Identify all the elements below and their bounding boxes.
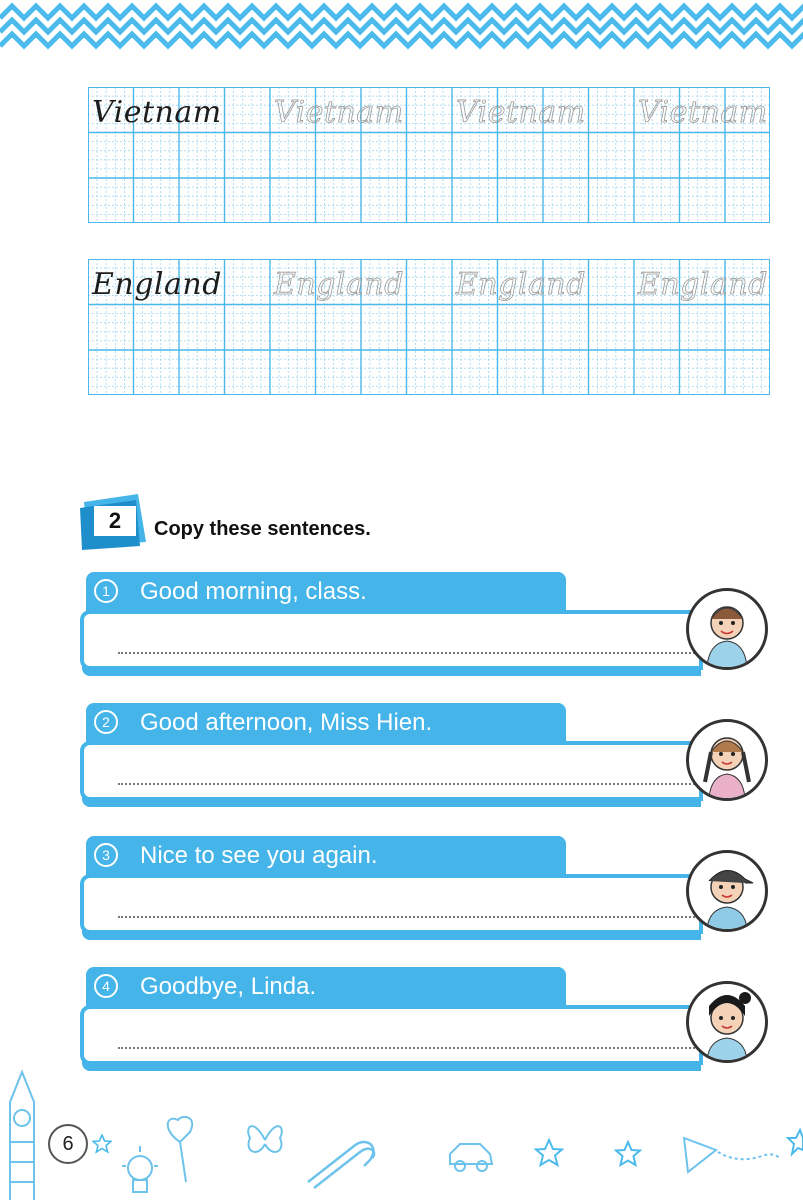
trace-word: England bbox=[274, 267, 404, 302]
trace-word: England bbox=[638, 267, 768, 302]
zigzag-border bbox=[0, 0, 803, 62]
writing-area[interactable] bbox=[80, 1005, 703, 1065]
sentence-item bbox=[80, 703, 780, 813]
star-icon bbox=[92, 1134, 112, 1154]
sentence-item bbox=[80, 836, 780, 946]
model-word: England bbox=[92, 267, 222, 302]
dotted-line bbox=[118, 1047, 699, 1049]
model-word: Vietnam bbox=[92, 95, 222, 130]
lightbulb-icon bbox=[118, 1144, 162, 1200]
sentence-text: Nice to see you again. bbox=[140, 842, 378, 869]
sentence-text: Good afternoon, Miss Hien. bbox=[140, 709, 433, 736]
trace-word: Vietnam bbox=[274, 95, 404, 130]
sentence-tab bbox=[86, 967, 566, 1007]
pennant-icon bbox=[682, 1134, 782, 1178]
sentence-tab bbox=[86, 836, 566, 876]
kid-avatar bbox=[686, 719, 768, 801]
dotted-line bbox=[118, 783, 699, 785]
dotted-line bbox=[118, 916, 699, 918]
kid-avatar bbox=[686, 850, 768, 932]
butterfly-icon bbox=[244, 1118, 286, 1162]
candy-cane-icon bbox=[300, 1132, 384, 1192]
sentence-text: Good morning, class. bbox=[140, 578, 367, 605]
trace-word: England bbox=[456, 267, 586, 302]
kid-avatar bbox=[686, 588, 768, 670]
exercise-header bbox=[76, 492, 476, 552]
sentence-item bbox=[80, 572, 780, 682]
star-icon bbox=[782, 1128, 803, 1158]
sentence-tab bbox=[86, 703, 566, 743]
writing-area[interactable] bbox=[80, 874, 703, 934]
dotted-line bbox=[118, 652, 699, 654]
sentence-number: 4 bbox=[94, 974, 118, 998]
exercise-instruction: Copy these sentences. bbox=[154, 518, 371, 540]
car-icon bbox=[446, 1136, 496, 1176]
lollipop-icon bbox=[158, 1112, 202, 1184]
writing-area[interactable] bbox=[80, 741, 703, 801]
sentence-item bbox=[80, 967, 780, 1077]
sentence-number: 3 bbox=[94, 843, 118, 867]
sentence-number: 1 bbox=[94, 579, 118, 603]
sentence-text: Goodbye, Linda. bbox=[140, 973, 317, 1000]
handwriting-grid-england bbox=[88, 259, 770, 395]
star-icon bbox=[614, 1140, 642, 1168]
sentence-number: 2 bbox=[94, 710, 118, 734]
trace-word: Vietnam bbox=[638, 95, 768, 130]
star-icon bbox=[534, 1138, 564, 1168]
kid-avatar bbox=[686, 981, 768, 1063]
page-number: 6 bbox=[48, 1124, 88, 1164]
trace-word: Vietnam bbox=[456, 95, 586, 130]
handwriting-grid-vietnam bbox=[88, 87, 770, 223]
sentence-tab bbox=[86, 572, 566, 612]
exercise-number: 2 bbox=[94, 506, 136, 536]
writing-area[interactable] bbox=[80, 610, 703, 670]
